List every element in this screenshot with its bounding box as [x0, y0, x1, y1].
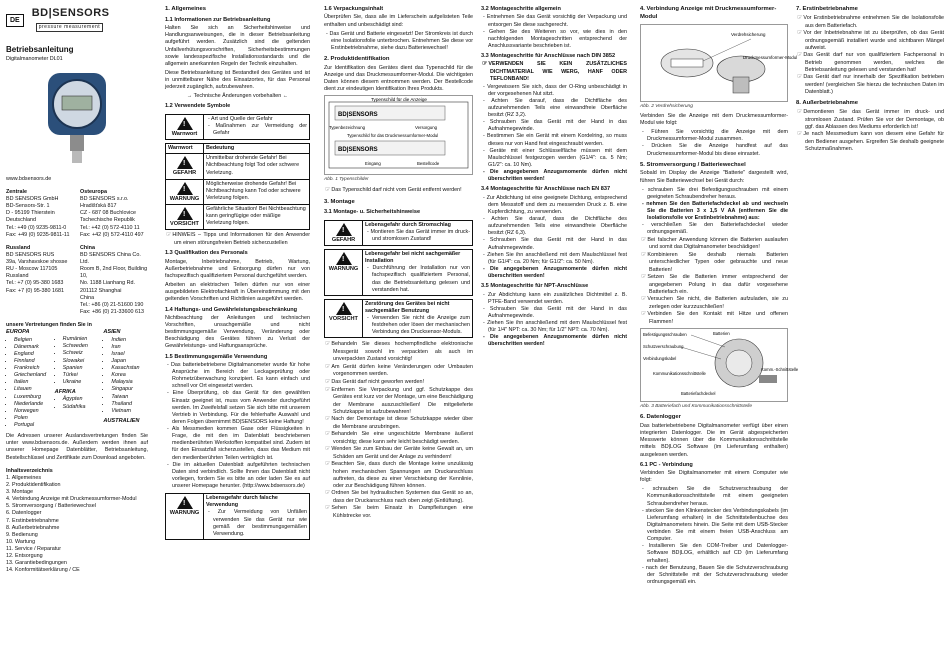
svg-text:Typenschild für die Anzeige: Typenschild für die Anzeige	[371, 97, 427, 103]
svg-text:Komm.-Schnittstelle: Komm.-Schnittstelle	[761, 366, 799, 372]
addresses-bottom	[6, 245, 148, 316]
manual-subtitle: Digitalmanometer DL01	[6, 55, 63, 62]
section-heading: 1.3 Qualifikation des Personals	[165, 250, 248, 257]
danger-triangle-icon	[336, 223, 352, 236]
caution-triangle-icon	[336, 302, 352, 315]
section-heading: 1.6 Verpackungsinhalt	[324, 6, 384, 12]
column-connection: 4. Verbindung Anzeige mit Druckmessumformer-Modul Verdrehsicherung Druckmessumformer-Modul Abb. 2 Verdrehsicherung Verbinden Sie die Anzeige mit dem Druckmessumformer-Modul wie folgt: - Führen Sie vorsichtig die Anzeige mit dem Druckmessumformer-Modul zusammen. - Drücken Sie die Anzeige handfest auf das Druckmessumformer-Modul bis diese einrastet. 5. Stromversorgung / Batteriewechsel Sobald im Display die Anzeige "Batterie" dargestellt wird, führen Sie Batteriewechsel bei Gerät durch: - schrauben Sie drei Befestigungsschrauben mit einem geeigneten Schraubendreher heraus. - nehmen Sie den Batteriefachdeckel ab und wechseln Sie die Batterien 3 x 1,5 V AA (entfernen Sie die Isolationsfolie vor Erstinbetriebnahme) aus: - verschließen Sie den Batteriefachdeckel wieder ordnungsgemäß. ☞ Bei falscher Anwendung können die Batterien auslaufen und somit das Digitalmanometer beschädigen! ☞ Kombinieren Sie deshalb niemals Batterien unterschiedlicher Typen oder gebrauchte und neue Batterien! ☞ Setzen Sie die Batterien immer entsprechend der angegebenen Polung in das dafür vorgesehene Batteriefach ein. ☞ Versuchen Sie nicht, die Batterien aufzuladen, sie zu zerlegen oder kurzzuschließen! ☞ Verbinden Sie den Kontakt mit Hitze und offenen Flammen! Befestigungsschrauben Schutzverschraubung Verbindungskabel Batterien Batteriefachdeckel Kommunikationsschnittstelle Komm.-Schnittstelle Abb. 3 Batteriefach und Kommunikationsschnittstelle 6. Datenlogger Das batteriebetriebene Digitalmanometer verfügt über einen integrierten Datenlogger. Die im Gerät abgespeicherten Messwerte können über die Kommunikationsschnittstelle mittels BD|LOG Software (im Lieferumfang enthalten) ausgelesen werden. 6.1 PC - Verbindung Verbinden Sie Digitalmanometer mit einem Computer wie folgt: - schrauben Sie die Schutzverschraubung der Kommunikationsschnittstelle mit einem geeigneten Schraubendreher heraus. - stecken Sie den Klinkenstecker des Verbindungskabels (im Lieferumfang erhalten) in die Schnittstellenbuchse des Digitalmanometers hinein. Die Seite mit dem USB-Stecker verbinden Sie mit einem freien USB-Anschluss am Computer. - Installieren Sie den COM-Treiber und Datenlogger-Software BD|LOG, erhältlich auf CD (im Lieferumfang erhalten). - nach der Benutzung, Bauen Sie die Schutzverschraubung der Schnittstelle mit der Schutzverschraubung wieder ordnungsgemäß ein.	[640, 6, 788, 668]
svg-text:Verdrehsicherung: Verdrehsicherung	[731, 31, 766, 37]
section-heading: 3.2 Montageschritte allgemein	[481, 6, 561, 12]
column-cover	[6, 6, 148, 668]
warning-triangle-icon	[177, 117, 193, 130]
column-commissioning: 7. Erstinbetriebnahme ☞ Vor Erstinbetriebnahme entnehmen Sie die Isolationsfolie aus dem Batteriefach. ☞ Vor der Inbetriebnahme ist zu überprüfen, ob das Gerät ordnungsgemäß installiert wurde und sichtbaren Mängel aufweist. ☞ Das Gerät darf nur von qualifiziertem Fachpersonal in Betrieb genommen werden, welches die Betriebsanleitung gelesen und verstanden hat! ☞ Das Gerät darf nur innerhalb der Spezifikation betrieben werden! (vergleichen Sie hierzu die technischen Daten im Datenblatt.) 8. Außerbetriebnahme ☞ Demontieren Sie das Gerät immer im druck- und stromlosen Zustand. Prüfen Sie vor der Demontage, ob ggf. das Ablassen des Mediums erforderlich ist! ☞ Je nach Messmedium kann von diesem eine Gefahr für den Bediener ausgehen. Ergreifen Sie deshalb geeignete Schutzmaßnahmen.	[796, 6, 944, 668]
battery-compartment-drawing	[641, 329, 799, 401]
warning-box: ! WARNUNG Lebensgefahr bei nicht sachgemäßer Installation - Durchführung der Installation nur von fachspezifisch qualifiziertem Personal, das die Betriebsanleitung gelesen und verstanden hat.	[324, 249, 473, 296]
brand-logo: BD|SENSORSpressure measurement	[31, 7, 110, 31]
section-heading: 8. Außerbetriebnahme	[796, 100, 858, 107]
warning-triangle-icon	[177, 496, 193, 509]
section-heading: 3.5 Montageschritte für NPT-Anschlüsse	[481, 283, 589, 290]
type-label-drawing	[325, 96, 472, 174]
section-heading: 4. Verbindung Anzeige mit Druckmessumformer-Modul	[640, 6, 777, 20]
type-label-figure	[324, 95, 473, 175]
section-heading: 1. Allgemeines	[165, 6, 207, 12]
svg-text:Eingang: Eingang	[365, 161, 381, 167]
svg-text:Typenschild für das Druckmessu: Typenschild für das Druckmessumformer-Modul	[347, 133, 439, 139]
battery-compartment-figure	[640, 328, 799, 402]
anti-twist-drawing	[641, 25, 798, 101]
column-mounting: 3.2 Montageschritte allgemein - Entnehmen Sie das Gerät vorsichtig der Verpackung und entsorgen Sie diese sachgerecht. - Gehen Sie des Weiteren so vor, wie dies in den nachfolgenden Montageschritten entsprechend der Anschlussvariante beschrieben ist. 3.3 Montageschritte für Anschlüsse nach DIN 3852 ☞ VERWENDEN SIE KEIN ZUSÄTZLICHES DICHTMATERIAL WIE WERG, HANF ODER TEFLONBAND! - Vergewissern Sie sich, dass der O-Ring unbeschädigt in der vorgesehenen Nut sitzt. - Achten Sie darauf, dass die Dichtfläche des aufzunehmenden Teils eine einwandfreie Oberfläche besitzt (RZ 3,2). - Schrauben Sie das Gerät mit der Hand in das Aufnahmegewinde. - Bestimmen Sie ein Gerät mit einem Kordelring, so muss dieses nur von Hand fest eingeschraubt werden. - Geräte mit einer Schlüsselfläche müssen mit dem Maulschlüssel festgezogen werden (G1/4": ca. 5 Nm; G1/2": ca. 10 Nm). - Die angegebenen Anzugsmomente dürfen nicht überschritten werden! 3.4 Montageschritte für Anschlüsse nach EN 837 - Zur Abdichtung ist eine geeignete Dichtung, entsprechend dem Messstoff und dem zu messenden Druck z. B. eine Kupferdichtung, zu verwenden. - Achten Sie darauf, dass die Dichtfläche des aufzunehmenden Teils eine einwandfreie Oberfläche besitzt (RZ 6,3). - Schrauben Sie das Gerät mit der Hand in das Aufnahmegewinde. - Ziehen Sie ihn anschließend mit dem Maulschlüssel fest (für G1/4": ca. 20 Nm; für G1/2": ca. 50 Nm). - Die angegebenen Anzugsmomente dürfen nicht überschritten werden! 3.5 Montageschritte für NPT-Anschlüsse - Zur Abdichtung kann ein zusätzliches Dichtmittel z. B. PTFE-Band verwendet werden. - Schrauben Sie das Gerät mit der Hand in das Aufnahmegewinde. - Ziehen Sie ihn anschließend mit dem Maulschlüssel fest (für 1/4" NPT: ca. 30 Nm; für 1/2" NPT: ca. 70 Nm). - Die angegebenen Anzugsmomente dürfen nicht überschritten werden!	[481, 6, 627, 668]
section-heading: 6. Datenlogger	[640, 414, 681, 421]
language-badge: DE	[6, 14, 24, 27]
svg-text:Typenbezeichnung: Typenbezeichnung	[329, 125, 366, 131]
manometer-image	[42, 71, 112, 167]
caution-triangle-icon	[177, 207, 193, 220]
warning-triangle-icon	[177, 182, 193, 195]
anti-twist-figure	[640, 24, 798, 102]
section-heading: 1.4 Haftungs- und Gewährleistungsbeschränkung	[165, 306, 298, 313]
svg-text:Batteriefachdeckel: Batteriefachdeckel	[681, 390, 716, 396]
addresses-top	[6, 189, 148, 239]
address-china: China BD SENSORS China Co. Ltd. Room B, 2nd Floor, Building 10, No. 1188 Lianhang Rd. 201112 Shanghai China Tel.: +86 (0) 21-51600 190 Fax: +86 (0) 21-33600 613	[80, 244, 148, 315]
section-heading: 1.2 Verwendete Symbole	[165, 103, 231, 110]
section-heading: 3.1 Montage- u. Sicherheitshinweise	[324, 209, 421, 216]
section-heading: 5. Stromversorgung / Batteriewechsel	[640, 161, 746, 168]
svg-text:Versorgung: Versorgung	[415, 125, 437, 131]
mounting-hints: ☞ Behandeln Sie dieses hochempfindliche elektronische Messgerät sowohl im verpackten als auch im unverpackten Zustand vorsichtig! ☞ Am Gerät dürfen keine Veränderungen oder Umbauten vorgenommen werden. ☞ Das Gerät darf nicht geworfen werden! ☞ Entfernen Sie Verpackung und ggf. Schutzkappe des Gerätes erst kurz vor der Montage, um eine Beschädigung der Membrane auszuschließen! Die mitgelieferte Schutzkappe ist aufzubewahren! ☞ Nach der Demontage ist diese Schutzkappe wieder über die Membrane anzubringen. ☞ Behandeln Sie eine ungeschützte Membrane äußerst vorsichtig; diese kann sehr leicht beschädigt werden. ☞ Wenden Sie zum Einbau der Geräte keine Gewalt an, um Schäden am Gerät und der Anlage zu verhindern! ☞ Beachten Sie, dass durch die Montage keine unzulässig hohen mechanischen Spannungen am Druckanschluss auftreten, da diese zu einer Verschiebung der Kennlinie, oder zur Beschädigung führen können. ☞ Ordnen Sie bei hydraulischen Systemen das Gerät so an, dass der Druckanschluss nach oben zeigt (Entlüftung). ☞ Sehen Sie beim Einsatz in Dampfleitungen eine Kühlstrecke vor.	[324, 341, 473, 520]
representations-list: EUROPA • Belgien • Dänemark • England • Finnland • Frankreich • Griechenland • Italien • Litauen • Luxemburg • Niederlande • Norwegen • Polen • Portugal • Rumänien • Schweden • Schweiz • Slowakei • Spanien • Türkei • Ukraine AFRIKA • Ägypten • Südafrika ASIEN • Indien • Iran • Israel • Japan • Kasachstan • Korea • Malaysia • Singapur • Taiwan • Thailand • Vietnam AUSTRALIEN	[6, 329, 148, 429]
address-russland: Russland BD SENSORS RUS 39a, Varshavskoe shosse RU - Moscow 117105 Russland Tel.: +7 (0) 95-380 1683 Fax: +7 (0) 95-380 1681	[6, 244, 68, 294]
svg-text:Bestellcode: Bestellcode	[417, 161, 440, 167]
danger-box: ! GEFAHR Lebensgefahr durch Stromschlag - Montieren Sie das Gerät immer im druck- und stromlosen Zustand!	[324, 220, 473, 246]
toc: 1. Allgemeines 2. Produktidentifikation 3. Montage 4. Verbindung Anzeige mit Druckmessumformer-Modul 5. Stromversorgung / Batteriewechsel 6. Datenlogger 7. Erstinbetriebnahme 8. Außerbetriebnahme 9. Bedienung 10. Wartung 11. Service / Reparatur 12. Entsorgung 13. Garantiebedingungen 14. Konformitätserklärung / CE	[6, 474, 137, 574]
svg-text:Batterien: Batterien	[713, 330, 730, 336]
svg-text:Schutzverschraubung: Schutzverschraubung	[643, 343, 684, 349]
representations-note: Die Adressen unserer Auslandsvertretungen finden Sie unter www.bdsensors.de. Außerdem werden ihnen auf unserer Homepage Datenblätter, Betriebsanleitung, Bestellschlüssel und Zertifikate zum Download angeboten.	[6, 433, 148, 461]
svg-text:BD|SENSORS: BD|SENSORS	[338, 112, 378, 119]
warning-triangle-icon	[336, 252, 352, 265]
danger-triangle-icon	[177, 156, 193, 169]
signal-word-table: Warnwort Bedeutung ! GEFAHR Unmittelbar drohende Gefahr! Bei Nichtbeachtung folgt Tod oder schwere Verletzung. ! WARNUNG Möglicherweise drohende Gefahr! Bei Nichtbeachtung kann Tod oder schwere Verletzung folgen. ! VORSICHT Gefährliche Situation! Bei Nichtbeachtung kann geringfügige oder mäßige Verletzung folgen.	[165, 143, 310, 230]
svg-text:Druckmessumformer-Modul: Druckmessumformer-Modul	[743, 54, 798, 60]
svg-text:Verbindungskabel: Verbindungskabel	[643, 355, 677, 361]
website[interactable]: www.bdsensors.de	[6, 175, 52, 182]
representations-heading: unsere Vertretungen finden Sie in	[6, 322, 92, 329]
section-heading: 1.1 Informationen zur Betriebsanleitung	[165, 16, 271, 23]
section-heading: 1.5 Bestimmungsgemäße Verwendung	[165, 353, 268, 360]
toc-heading: Inhaltsverzeichnis	[6, 467, 53, 474]
section-heading: 6.1 PC - Verbindung	[640, 461, 693, 468]
svg-text:Kommunikationsschnittstelle: Kommunikationsschnittstelle	[653, 370, 706, 376]
caution-box: ! VORSICHT Zerstörung des Gerätes bei nicht sachgemäßer Benutzung - Verwenden Sie nicht die Anzeige zum festdrehen oder lösen der mechanischen Verbindung des Drucksensor-Moduls.	[324, 299, 473, 339]
address-osteuropa: Osteuropa BD SENSORS s.r.o. Hradišťská 817 CZ - 687 08 Buchlovice Tschechische Republik Tel.: +42 (0) 572-4110 11 Fax: +42 (0) 572-4110 497	[80, 188, 144, 238]
manual-title: Betriebsanleitung	[6, 45, 74, 55]
section-heading: 3.3 Montageschritte für Anschlüsse nach DIN 3852	[481, 53, 616, 59]
section-heading: 2. Produktidentifikation	[324, 56, 390, 62]
section-heading: 3. Montage	[324, 198, 355, 205]
section-heading: 3.4 Montageschritte für Anschlüsse nach EN 837	[481, 186, 611, 193]
address-zentrale: Zentrale BD SENSORS GmbH BD-Sensors-Str. 1 D - 95199 Thierstein Deutschland Tel.: +49 (0) 9235-9811-0 Fax: +49 (0) 9235-9811-11	[6, 188, 70, 238]
warning-box: ! WARNUNG Lebensgefahr durch falsche Verwendung - Zur Vermeidung von Unfällen verwenden Sie das Gerät nur wie gemäß der bestimmungsgemäßen Verwendung.	[165, 493, 310, 540]
svg-text:BD|SENSORS: BD|SENSORS	[338, 147, 378, 154]
column-general: 1. Allgemeines 1.1 Informationen zur Betriebsanleitung Halten Sie sich an Sicherheitshinweise und Handlungsanweisungen, die in dieser Betriebsanleitung aufgeführt werden. Zusätzlich sind die geltenden Unfallverhütungsvorschriften, Sicherheitsbestimmungen sowie landesspezifische Installationsstandards und die allgemein anerkannten Regeln der Technik einzuhalten. Diese Betriebsanleitung ist Bestandteil des Gerätes und ist in unmittelbarer Nähe des Einsatzortes, für das Personal jederzeit zugänglich, aufzubewahren. → Technische Änderungen vorbehalten ← 1.2 Verwendete Symbole ! Warnwort - Art und Quelle der Gefahr - Maßnahmen zur Vermeidung der Gefahr Warnwort Bedeutung ! GEFAHR Unmittelbar drohende Gefahr! Bei Nichtbeachtung folgt Tod oder schwere Verletzung. ! WARNUNG Möglicherweise drohende Gefahr! Bei Nichtbeachtung kann Tod oder schwere Verletzung folgen. ! VORSICHT Gefährliche Situation! Bei Nichtbeachtung kann geringfügige oder mäßige Verletzung folgen. ☞ HINWEIS – Tipps und Informationen für den Anwender um einen störungsfreien Betrieb sicherzustellen 1.3 Qualifikation des Personals Montage, Inbetriebnahme, Betrieb, Wartung, Außerbetriebnahme und Entsorgung dürfen nur von fachspezifisch qualifiziertem Personal durchgeführt werden. Arbeiten an elektrischen Teilen dürfen nur von einer ausgebildeten Elektrofachkraft in Übereinstimmung mit den geltenden Vorschriften und Richtlinien ausgeführt werden. 1.4 Haftungs- und Gewährleistungsbeschränkung Nichtbeachtung der Anleitungen und technischen Vorschriften, unsachgemäße und nicht bestimmungsgemäße Verwendung, Veränderung oder Beschädigung des Gerätes führen zu Verlust der Gewährleistungs- und Haftungsansprüche. 1.5 Bestimmungsgemäße Verwendung - Das batteriebetriebene Digitalmanometer wurde für hohe Ansprüche im Bereich der Leckageprüfung oder Rohrnetzüberwachung konzipiert. Es kann einfach und schnell vor Ort eingesetzt werden. - Eine Überprüfung, ob das Gerät für den gewählten Einsatz geeignet ist, muss vom Anwender durchgeführt werden. Im Zweifelsfall setzen Sie sich bitte mit unserem Vertrieb in Verbindung. Für die fehlerhafte Auswahl und deren Folgen übernimmt BD|SENSORS keine Haftung! - Als Messmedien kommen Gase oder Flüssigkeiten in Frage, die mit den im Datenblatt beschriebenen medienberührten Werkstoffen kompatibel sind. Zudem ist für den Einsatzfall sicherzustellen, dass das Medium mit den medienberührten Teilen verträglich ist. - Die im aktuellen Datenblatt aufgeführten technischen Daten sind verbindlich. Sollte Ihnen das Datenblatt nicht vorliegen, fordern Sie es bitte an oder laden Sie es auf unserer Homepage herunter. (http://www.bdsensors.de) ! WARNUNG Lebensgefahr durch falsche Verwendung - Zur Vermeidung von Unfällen verwenden Sie das Gerät nur wie gemäß der bestimmungsgemäßen Verwendung.	[165, 6, 310, 668]
warning-template-box: ! Warnwort - Art und Quelle der Gefahr - Maßnahmen zur Vermeidung der Gefahr	[165, 114, 310, 140]
svg-text:Befestigungsschrauben: Befestigungsschrauben	[643, 331, 687, 337]
column-identification: 1.6 Verpackungsinhalt Überprüfen Sie, dass alle im Lieferschein aufgelisteten Teile enthalten und unbeschädigt sind: - Das Gerät und Batterie eingesetzt! Der Stromkreis ist durch eine Isolationsfolie unterbrochen. Entnehmen Sie diese vor Erstinbetriebnahme, siehe dazu Batteriewechsel! 2. Produktidentifikation Zur Identifikation des Gerätes dient das Typenschild für die Anzeige und das Druckmessumformer-Modul. Die wichtigsten Daten können diesem entnommen werden. Der Bestellcode dient zur eindeutigen Identifikation Ihres Produkts. Typenschild für die Anzeige BD|SENSORS Typenbezeichnung Versorgung Typenschild für das Druckmessumformer-Modul BD|SENSORS Eingang Bestellcode Abb. 1 Typenschilder ☞ Das Typenschild darf nicht vom Gerät entfernt werden! 3. Montage 3.1 Montage- u. Sicherheitshinweise ! GEFAHR Lebensgefahr durch Stromschlag - Montieren Sie das Gerät immer im druck- und stromlosen Zustand! ! WARNUNG Lebensgefahr bei nicht sachgemäßer Installation - Durchführung der Installation nur von fachspezifisch qualifiziertem Personal, das die Betriebsanleitung gelesen und verstanden hat. ! VORSICHT Zerstörung des Gerätes bei nicht sachgemäßer Benutzung - Verwenden Sie nicht die Anzeige zum festdrehen oder lösen der mechanischen Verbindung des Drucksensor-Moduls. ☞ Behandeln Sie dieses hochempfindliche elektronische Messgerät sowohl im verpackten als auch im unverpackten Zustand vorsichtig! ☞ Am Gerät dürfen keine Veränderungen oder Umbauten vorgenommen werden. ☞ Das Gerät darf nicht geworfen werden! ☞ Entfernen Sie Verpackung und ggf. Schutzkappe des Gerätes erst kurz vor der Montage, um eine Beschädigung der Membrane auszuschließen! Die mitgelieferte Schutzkappe ist aufzubewahren! ☞ Nach der Demontage ist diese Schutzkappe wieder über die Membrane anzubringen. ☞ Behandeln Sie eine ungeschützte Membrane äußerst vorsichtig; diese kann sehr leicht beschädigt werden. ☞ Wenden Sie zum Einbau der Geräte keine Gewalt an, um Schäden am Gerät und der Anlage zu verhindern! ☞ Beachten Sie, dass durch die Montage keine unzulässig hohen mechanischen Spannungen am Druckanschluss auftreten, da diese zu einer Verschiebung der Kennlinie, oder zur Beschädigung führen können. ☞ Ordnen Sie bei hydraulischen Systemen das Gerät so an, dass der Druckanschluss nach oben zeigt (Entlüftung). ☞ Sehen Sie beim Einsatz in Dampfleitungen eine Kühlstrecke vor.	[324, 6, 473, 668]
section-heading: 7. Erstinbetriebnahme	[796, 6, 858, 12]
